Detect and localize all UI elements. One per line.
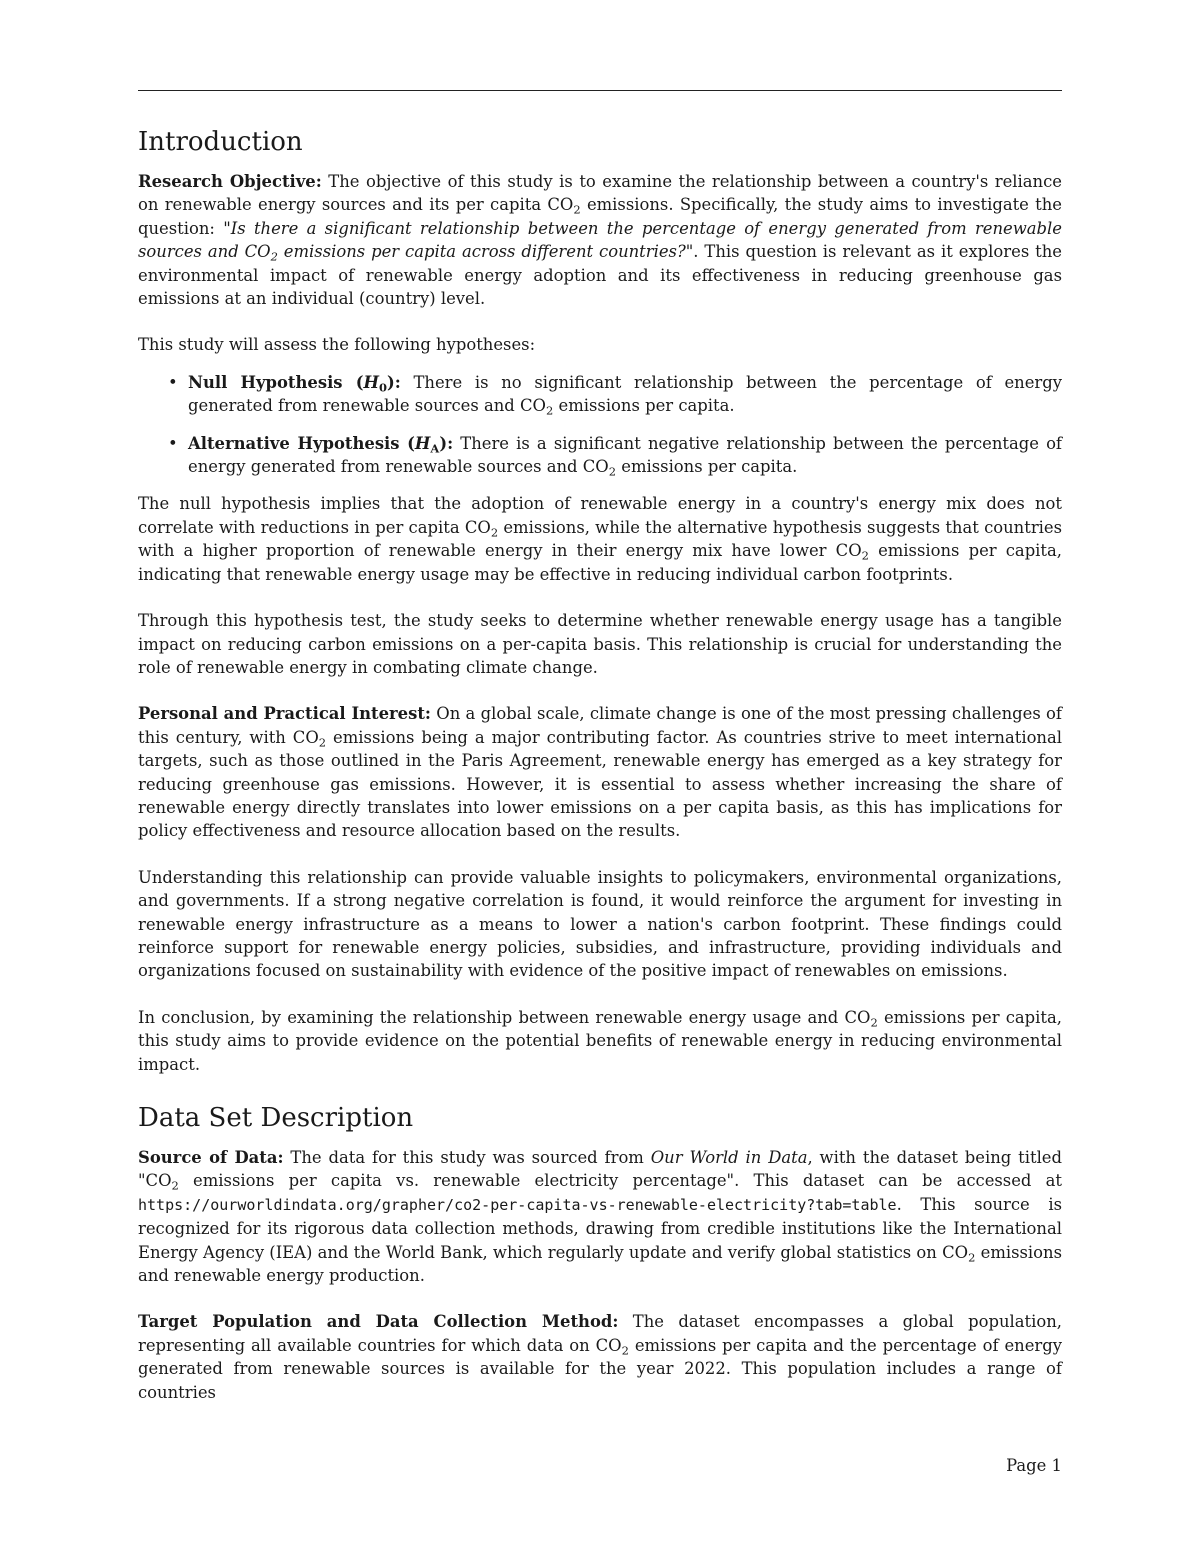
subscript: 2: [270, 249, 278, 264]
null-hypothesis-item: [188, 371, 1062, 418]
alternative-hypothesis-item: [188, 432, 1062, 479]
text-run: emissions per capita, indicating that renewable energy usage may be effective in reducing individual carbon footprints.: [138, 541, 1062, 584]
text-run: There is no significant relationship between the percentage of energy generated from renewable sources and CO: [188, 372, 1062, 416]
text-run: emissions per capita vs. renewable electricity percentage". This dataset can be accessed at: [178, 1171, 1062, 1191]
header-rule: [138, 90, 1062, 91]
text-run: . This source is recognized for its rigorous data collection methods, drawing from credible institutions like the International Energy Agency (IEA) and the World Bank, which regularly update and verify global statistics on CO: [138, 1194, 1062, 1262]
text-run: Alternative Hypothesis (: [188, 433, 415, 453]
alternative-hypothesis-label: [188, 433, 454, 456]
text-run: There is a significant negative relationship between the percentage of energy generated from renewable sources and CO: [188, 433, 1062, 477]
subscript: 0: [378, 380, 387, 395]
dataset-heading: Data Set Description: [138, 1103, 414, 1133]
text-run: The null hypothesis implies that the adoption of renewable energy in a country's energy mix does not correlate with reductions in per capita CO: [138, 494, 1062, 537]
data-source-paragraph: [138, 1146, 1062, 1287]
null-hypothesis-paragraph: [138, 492, 1062, 586]
text-run: Null Hypothesis (: [188, 372, 364, 392]
subscript: 2: [546, 403, 554, 418]
target-population-paragraph: [138, 1310, 1062, 1404]
subscript: 2: [870, 1015, 878, 1030]
subscript: 2: [621, 1343, 629, 1358]
text-run: , with the dataset being titled "CO: [138, 1148, 1062, 1191]
text-run: . This question is relevant as it explores the environmental impact of renewable energy adoption and its effectiveness in reducing greenhouse gas emissions at an individual (country) level.: [138, 242, 1062, 309]
text-run: emissions per capita across different countries?": [277, 242, 694, 262]
page-number: Page 1: [1006, 1456, 1062, 1475]
text-run: The objective of this study is to examine the relationship between a country's reliance on renewable energy sources and its per capita CO: [138, 172, 1062, 215]
conclusion-paragraph: [138, 1006, 1062, 1076]
source-name: Our World in Data: [650, 1148, 808, 1167]
subscript: 2: [490, 525, 499, 540]
text-run: The data for this study was sourced from: [283, 1148, 651, 1167]
text-run: emissions per capita, this study aims to provide evidence on the potential benefits of renewable energy in reducing environmental impact.: [138, 1007, 1062, 1074]
text-run: emissions and renewable energy production.: [138, 1242, 1062, 1286]
subscript: 2: [318, 735, 327, 750]
document-body: [138, 126, 1062, 1404]
text-run: ):: [439, 433, 454, 453]
hypothesis-test-paragraph: Through this hypothesis test, the study seeks to determine whether renewable energy usage has a tangible impact on reducing carbon emissions on a per-capita basis. This relationship is crucial for understanding the role of renewable energy in combating climate change.: [138, 611, 1062, 677]
dataset-url-link[interactable]: https://ourworldindata.org/grapher/co2-per-capita-vs-renewable-electricity?tab=table: [138, 1195, 897, 1214]
subscript: 2: [861, 548, 869, 563]
practical-interest-paragraph: [138, 702, 1062, 842]
hypotheses-intro: This study will assess the following hypotheses:: [138, 335, 536, 355]
hypotheses-list: [138, 371, 1062, 479]
data-source-label: Source of Data:: [138, 1148, 284, 1167]
subscript: 2: [573, 202, 581, 217]
text-run: "Is there a significant relationship between the percentage of energy generated from renewable sources and CO: [138, 218, 1062, 262]
research-objective-label: Research Objective:: [138, 172, 322, 191]
text-run: emissions being a major contributing factor. As countries strive to meet international targets, such as those outlined in the Paris Agreement, renewable energy has emerged as a key strategy for reducing greenhouse gas emissions. However, it is essential to assess whether increasing the share of renewable energy directly translates into lower emissions on a per capita basis, as this has implications for policy effectiveness and resource allocation based on the results.: [138, 727, 1063, 841]
practical-interest-label: Personal and Practical Interest:: [138, 704, 431, 724]
text-run: In conclusion, by examining the relationship between renewable energy usage and CO: [138, 1007, 871, 1027]
symbol: H: [414, 433, 431, 453]
research-objective-paragraph: [138, 170, 1062, 310]
subscript: 2: [608, 464, 617, 479]
text-run: emissions per capita.: [616, 457, 798, 477]
understanding-paragraph: Understanding this relationship can provide valuable insights to policymakers, environmental organizations, and governments. If a strong negative correlation is found, it would reinforce the argument for investing in renewable energy infrastructure as a means to lower a nation's carbon footprint. These findings could reinforce support for renewable energy policies, subsidies, and infrastructure, providing individuals and organizations focused on sustainability with evidence of the positive impact of renewables on emissions.: [138, 867, 1062, 981]
text-run: The dataset encompasses a global population, representing all available countries for which data on CO: [138, 1312, 1062, 1355]
introduction-heading: Introduction: [138, 127, 303, 157]
text-run: emissions per capita and the percentage of energy generated from renewable sources is available for the year 2022. This population includes a range of countries: [138, 1335, 1062, 1402]
text-run: emissions, while the alternative hypothesis suggests that countries with a higher proportion of renewable energy in their energy mix have lower CO: [138, 517, 1063, 561]
null-hypothesis-label: [188, 372, 401, 395]
text-run: ):: [386, 372, 401, 392]
text-run: emissions per capita.: [553, 396, 735, 416]
subscript: 2: [171, 1178, 179, 1193]
text-run: emissions. Specifically, the study aims to investigate the question:: [138, 195, 1062, 238]
subscript: A: [430, 441, 440, 456]
subscript: 2: [968, 1250, 976, 1265]
target-population-label: Target Population and Data Collection Method:: [138, 1312, 619, 1332]
symbol: H: [363, 372, 379, 392]
text-run: On a global scale, climate change is one of the most pressing challenges of this century, with CO: [138, 704, 1062, 747]
